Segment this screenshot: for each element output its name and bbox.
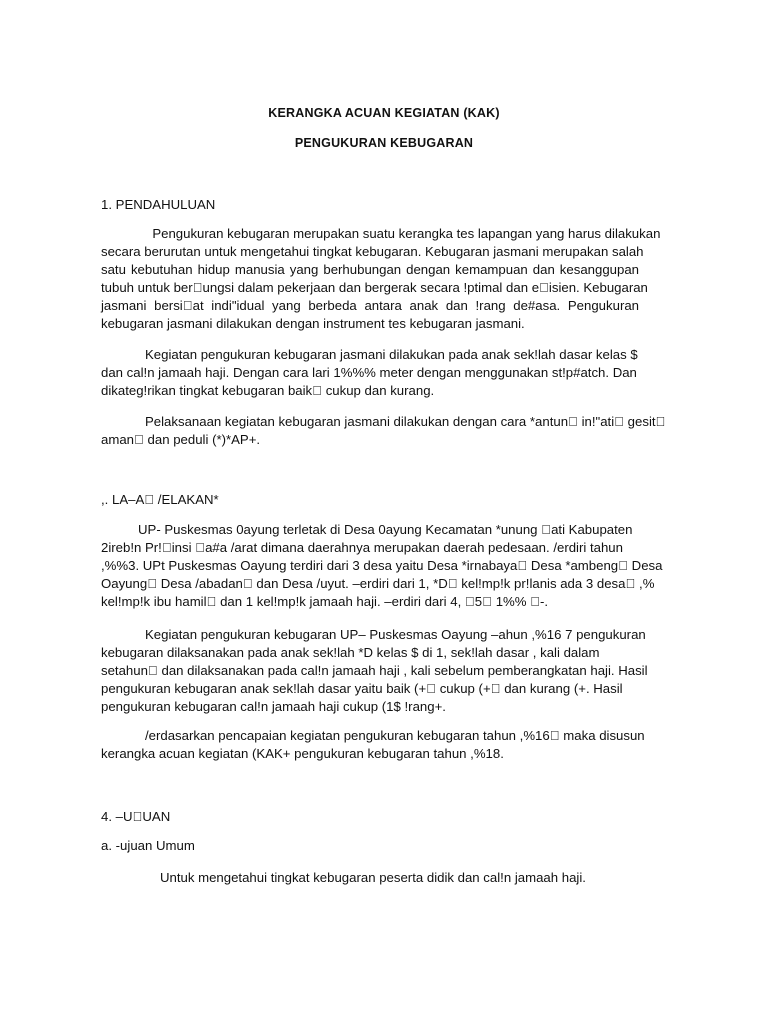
paragraph-line: kebugaran jasmani dilakukan dengan instrument tes kebugaran jasmani. (101, 316, 525, 331)
paragraph (101, 626, 648, 716)
paragraph-line: dan cal!n jamaah haji. Dengan cara lari 1%%% meter dengan menggunakan st!p#atch. Dan (101, 365, 637, 380)
paragraph-line: Pengukuran kebugaran merupakan suatu kerangka tes lapangan yang harus dilakukan (145, 226, 661, 241)
paragraph-line: aman  dan peduli (*)*AP+. (101, 432, 261, 447)
paragraph-line: kel!mp!k ibu hamil  dan 1 kel!mp!k jamaah haji. –erdiri dari 4,  5  1%%  -. (101, 594, 549, 609)
paragraph-line: jasmani bersi at indi"idual yang berbeda antara anak dan !rang de#asa. Pengukuran (101, 298, 639, 313)
paragraph-line: UP- Puskesmas 0ayung terletak di Desa 0ayung Kecamatan *unung  ati Kabupaten (138, 522, 633, 537)
paragraph (101, 225, 661, 333)
document-subtitle: PENGUKURAN KEBUGARAN (294, 136, 474, 150)
subheading-tujuan-umum: a. -ujuan Umum (101, 838, 195, 853)
paragraph (101, 727, 645, 763)
paragraph-line: ,%%3. UPt Puskesmas Oayung terdiri dari 3 desa yaitu Desa *irnabaya  Desa *ambeng  Desa (101, 558, 663, 573)
paragraph-line: dikateg!rikan tingkat kebugaran baik  cukup dan kurang. (101, 383, 435, 398)
paragraph (160, 869, 640, 887)
paragraph-line: kerangka acuan kegiatan (KAK+ pengukuran kebugaran tahun ,%18. (101, 746, 504, 761)
paragraph-line: pengukuran kebugaran cal!n jamaah haji cukup (1$ !rang+. (101, 699, 446, 714)
paragraph-line: Oayung  Desa /abadan  dan Desa /uyut. –erdiri dari 1, *D  kel!mp!k pr!lanis ada 3 desa  ,% (101, 576, 655, 591)
paragraph-line: Untuk mengetahui tingkat kebugaran peserta didik dan cal!n jamaah haji. (160, 870, 586, 885)
paragraph-line: Pelaksanaan kegiatan kebugaran jasmani dilakukan dengan cara *antun  in!"ati  gesit  (145, 414, 666, 429)
paragraph-line: /erdasarkan pencapaian kegiatan pengukuran kebugaran tahun ,%16  maka disusun (145, 728, 645, 743)
paragraph-line: setahun  dan dilaksanakan pada cal!n jamaah haji , kali sebelum pemberangkatan haji. Hasil (101, 663, 648, 678)
section-heading-latar-belakang: ,. LA–A  /ELAKAN* (101, 492, 219, 507)
paragraph (101, 346, 639, 400)
paragraph-line: 2ireb!n Pr! insi  a#a /arat dimana daerahnya merupakan daerah pedesaan. /erdiri tahun (101, 540, 623, 555)
paragraph (101, 521, 663, 611)
section-heading-tujuan: 4. –U UAN (101, 809, 171, 824)
paragraph-line: pengukuran kebugaran anak sek!lah dasar yaitu baik (+  cukup (+  dan kurang (+. Hasil (101, 681, 623, 696)
paragraph-line: kebugaran dilaksanakan pada anak sek!lah *D kelas $ di 1, sek!lah dasar , kali dalam (101, 645, 600, 660)
paragraph-line: Kegiatan pengukuran kebugaran UP– Puskesmas Oayung –ahun ,%16 7 pengukuran (145, 627, 646, 642)
section-heading-pendahuluan: 1. PENDAHULUAN (101, 197, 216, 212)
paragraph-line: secara berurutan untuk mengetahui tingkat kebugaran. Kebugaran jasmani merupakan salah (101, 244, 644, 259)
paragraph-line: Kegiatan pengukuran kebugaran jasmani dilakukan pada anak sek!lah dasar kelas $ (145, 347, 638, 362)
paragraph-line: satu kebutuhan hidup manusia yang berhubungan dengan kemampuan dan kesanggupan (101, 262, 639, 277)
paragraph-line: tubuh untuk ber ungsi dalam pekerjaan dan bergerak secara !ptimal dan e isien. Kebugaran (101, 280, 648, 295)
paragraph (101, 413, 666, 449)
document-title: KERANGKA ACUAN KEGIATAN (KAK) (268, 106, 500, 120)
